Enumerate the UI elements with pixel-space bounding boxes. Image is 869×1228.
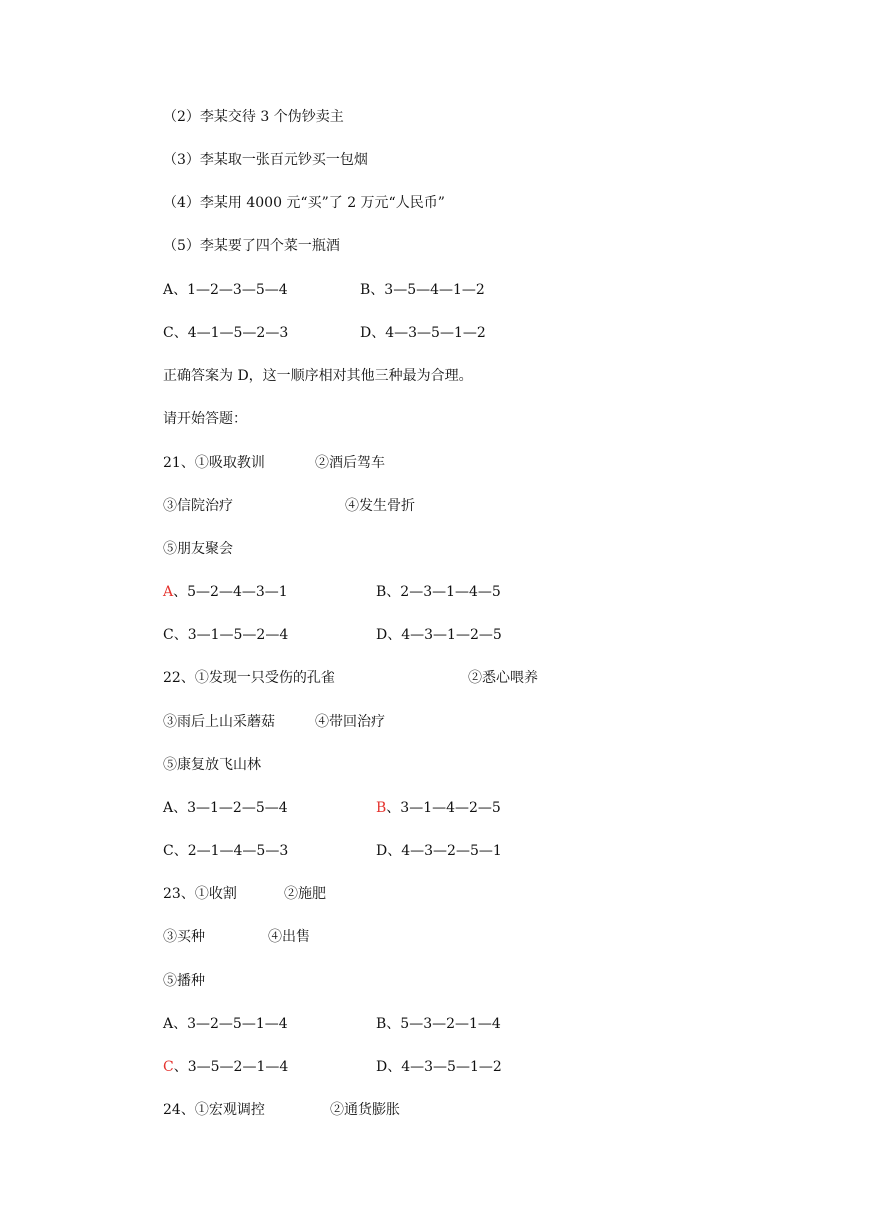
example-line-4: （4）李某用 4000 元“买”了 2 万元“人民币” xyxy=(163,195,445,211)
q21-item-4: ④发生骨折 xyxy=(345,498,415,514)
q24-item-1: 24、①宏观调控 xyxy=(163,1102,265,1118)
q21-option-b: B、2—3—1—4—5 xyxy=(376,584,501,600)
q22-option-a: A、3—1—2—5—4 xyxy=(163,800,288,816)
answer-note: 正确答案为 D，这一顺序相对其他三种最为合理。 xyxy=(163,368,473,384)
q22-answer-mark: B xyxy=(376,800,387,816)
example-line-3: （3）李某取一张百元钞买一包烟 xyxy=(163,152,368,168)
q23-item-5: ⑤播种 xyxy=(163,973,205,989)
q21-answer-mark: A xyxy=(163,584,174,600)
q23-item-2: ②施肥 xyxy=(284,886,326,902)
q21-option-c: C、3—1—5—2—4 xyxy=(163,627,289,643)
example-option-b: B、3—5—4—1—2 xyxy=(360,282,485,298)
q23-option-b: B、5—3—2—1—4 xyxy=(376,1016,501,1032)
q21-option-a-text: 、5—2—4—3—1 xyxy=(173,584,288,600)
q22-item-3: ③雨后上山采蘑菇 xyxy=(163,714,275,730)
q21-item-3: ③信院治疗 xyxy=(163,498,233,514)
q21-option-a xyxy=(163,583,288,601)
q21-option-d: D、4—3—1—2—5 xyxy=(376,627,502,643)
q23-option-c xyxy=(163,1058,288,1076)
q23-option-d: D、4—3—5—1—2 xyxy=(376,1059,502,1075)
example-option-d: D、4—3—5—1—2 xyxy=(360,325,486,341)
q21-item-1: 21、①吸取教训 xyxy=(163,455,265,471)
q23-item-1: 23、①收割 xyxy=(163,886,237,902)
example-option-c: C、4—1—5—2—3 xyxy=(163,325,289,341)
q22-option-b-text: 、3—1—4—2—5 xyxy=(386,800,501,816)
q22-item-1: 22、①发现一只受伤的孔雀 xyxy=(163,670,335,686)
q23-item-4: ④出售 xyxy=(268,929,310,945)
q23-item-3: ③买种 xyxy=(163,929,205,945)
start-prompt: 请开始答题： xyxy=(163,411,247,427)
q21-item-5: ⑤朋友聚会 xyxy=(163,541,233,557)
q22-option-b xyxy=(376,799,501,817)
q23-answer-mark: C xyxy=(163,1059,174,1075)
q22-item-4: ④带回治疗 xyxy=(315,714,385,730)
q22-option-c: C、2—1—4—5—3 xyxy=(163,843,289,859)
example-line-2: （2）李某交待 3 个伪钞卖主 xyxy=(163,109,344,125)
q22-item-2: ②悉心喂养 xyxy=(468,670,538,686)
q23-option-a: A、3—2—5—1—4 xyxy=(163,1016,288,1032)
q23-option-c-text: 、3—5—2—1—4 xyxy=(173,1059,289,1075)
q22-option-d: D、4—3—2—5—1 xyxy=(376,843,502,859)
q24-item-2: ②通货膨胀 xyxy=(330,1102,400,1118)
q21-item-2: ②酒后驾车 xyxy=(315,455,385,471)
example-option-a: A、1—2—3—5—4 xyxy=(163,282,288,298)
example-line-5: （5）李某要了四个菜一瓶酒 xyxy=(163,238,340,254)
q22-item-5: ⑤康复放飞山林 xyxy=(163,757,261,773)
